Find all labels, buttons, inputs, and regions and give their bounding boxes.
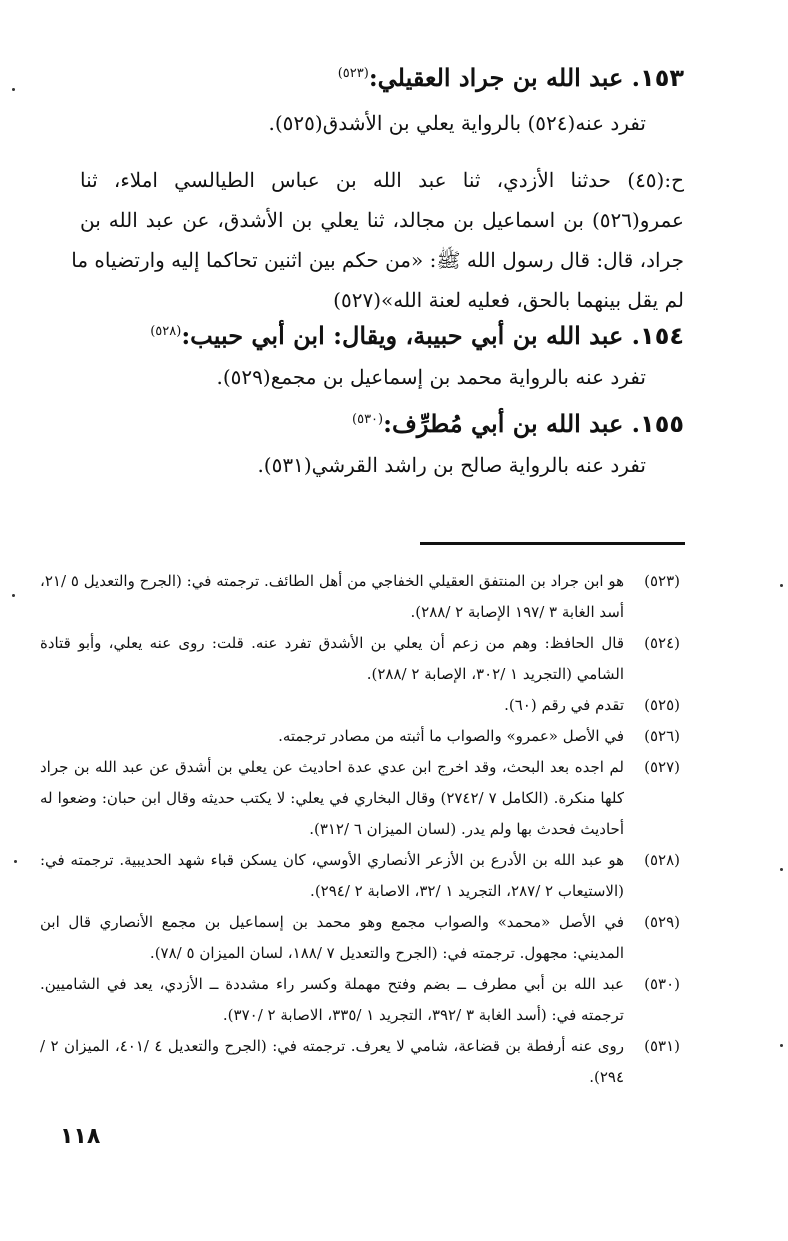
page-number: ١١٨ — [60, 1124, 101, 1149]
footnote — [40, 628, 680, 690]
hadith-line: عمرو(٥٢٦) بن اسماعيل بن مجالد، ثنا يعلي بن الأشدق، عن عبد الله بن — [80, 208, 684, 232]
footnote-text: لم اجده بعد البحث، وقد اخرج ابن عدي عدة احاديث عن يعلي بن أشدق عن عبد الله بن جراد كلها منكرة. (الكامل ٧ /٢٧٤٢) وقال البخاري في يعلي: لا يكتب حديثه وقال ابن حبان: وضعوا له أحاديث فحدث بها ولم يدر. (لسان الميزان ٦ /٣١٢). — [40, 758, 624, 838]
entry-name: عبد الله بن جراد العقيلي: — [368, 63, 624, 92]
footnote-text: عبد الله بن أبي مطرف ــ بضم وفتح مهملة وكسر راء مشددة ــ الأزدي، يعد في الشاميين. ترجمته في: (أسد الغابة ٣ /٣٩٢، التجريد ١ /٣٣٥، الاصابة ٢ /٣٧٠). — [40, 975, 624, 1024]
entry-number: ١٥٥ — [640, 410, 684, 438]
hadith-line: لم يقل بينهما بالحق، فعليه لعنة الله»(٥٢٧) — [333, 288, 684, 312]
footnote — [40, 566, 680, 628]
entry-heading: ١٥٣. عبد الله بن جراد العقيلي:$^{(٥٢٣)}$ — [337, 63, 684, 92]
scan-speck — [14, 860, 17, 863]
footnote-number: (٥٣١) — [644, 1037, 680, 1055]
footnote — [40, 690, 680, 721]
footnote — [40, 721, 680, 752]
footnote-number: (٥٢٨) — [644, 851, 680, 869]
footnote — [40, 907, 680, 969]
footnote-number: (٥٢٧) — [644, 758, 680, 776]
hadith-line: ح:(٤٥) حدثنا الأزدي، ثنا عبد الله بن عباس الطيالسي املاء، ثنا — [80, 168, 684, 192]
entry-detail: تفرد عنه(٥٢٤) بالرواية يعلي بن الأشدق(٥٢٥). — [268, 111, 646, 135]
footnote-number: (٥٢٤) — [644, 634, 680, 652]
footnote-ref: (٥٢٣) — [337, 66, 369, 81]
footnote — [40, 845, 680, 907]
scan-speck — [780, 868, 783, 871]
footnote-ref: (٥٣٠) — [352, 412, 384, 427]
footnote-number: (٥٢٦) — [644, 727, 680, 745]
hadith-text — [71, 160, 684, 320]
footnote-text: في الأصل «محمد» والصواب مجمع وهو محمد بن إسماعيل بن مجمع الأنصاري قال ابن المديني: مجهول. ترجمته في: (الجرح والتعديل ٧ /١٨٨، لسان الميزان ٥ /٧٨). — [40, 913, 624, 962]
entry-name: عبد الله بن أبي حبيبة، ويقال: ابن أبي حبيب: — [181, 321, 624, 350]
hadith-line: جراد، قال: قال رسول الله ﷺ: «من حكم بين اثنين تحاكما إليه وارتضياه ما — [71, 248, 684, 272]
footnotes — [40, 566, 680, 1093]
entry-number: ١٥٣ — [640, 64, 684, 92]
entry-heading: ١٥٤. عبد الله بن أبي حبيبة، ويقال: ابن أبي حبيب:$^{(٥٢٨)}$ — [150, 321, 684, 350]
footnote — [40, 1031, 680, 1093]
entry-detail: تفرد عنه بالرواية محمد بن إسماعيل بن مجمع(٥٢٩). — [216, 365, 646, 389]
entry-number: ١٥٤ — [640, 322, 684, 350]
scan-speck — [780, 1044, 783, 1047]
entry-heading: ١٥٥. عبد الله بن أبي مُطرِّف:$^{(٥٣٠)}$ — [352, 409, 684, 438]
footnote-number: (٥٢٩) — [644, 913, 680, 931]
footnote-number: (٥٣٠) — [644, 975, 680, 993]
footnote-text: هو ابن جراد بن المنتفق العقيلي الخفاجي من أهل الطائف. ترجمته في: (الجرح والتعديل ٥ /٢١، أسد الغابة ٣ /١٩٧ الإصابة ٢ /٢٨٨). — [40, 572, 624, 621]
scan-speck — [780, 584, 783, 587]
entry-name: عبد الله بن أبي مُطرِّف: — [383, 409, 624, 438]
footnote-number: (٥٢٣) — [644, 572, 680, 590]
scan-speck — [12, 88, 15, 91]
footnote — [40, 969, 680, 1031]
entry-detail: تفرد عنه بالرواية صالح بن راشد القرشي(٥٣١). — [257, 453, 646, 477]
footnote-ref: (٥٢٨) — [150, 324, 182, 339]
scan-speck — [12, 594, 15, 597]
footnote-text: في الأصل «عمرو» والصواب ما أثبته من مصادر ترجمته. — [278, 727, 624, 745]
footnote-separator — [420, 542, 685, 545]
footnote-text: قال الحافظ: وهم من زعم أن يعلي بن الأشدق تفرد عنه. قلت: روى عنه يعلي، وأبو قتادة الشامي (التجريد ١ /٣٠٢، الإصابة ٢ /٢٨٨). — [40, 634, 624, 683]
footnote-text: هو عبد الله بن الأدرع بن الأزعر الأنصاري الأوسي، كان يسكن قباء شهد الحديبية. ترجمته في: (الاستيعاب ٢ /٢٨٧، التجريد ١ /٣٢، الاصابة ٢ /٢٩٤). — [40, 851, 624, 900]
footnote-number: (٥٢٥) — [644, 696, 680, 714]
footnote-text: روى عنه أرفطة بن قضاعة، شامي لا يعرف. ترجمته في: (الجرح والتعديل ٤ /٤٠١، الميزان ٢ /٢٩٤). — [40, 1037, 625, 1086]
footnote-text: تقدم في رقم (٦٠). — [504, 696, 624, 714]
footnote — [40, 752, 680, 845]
